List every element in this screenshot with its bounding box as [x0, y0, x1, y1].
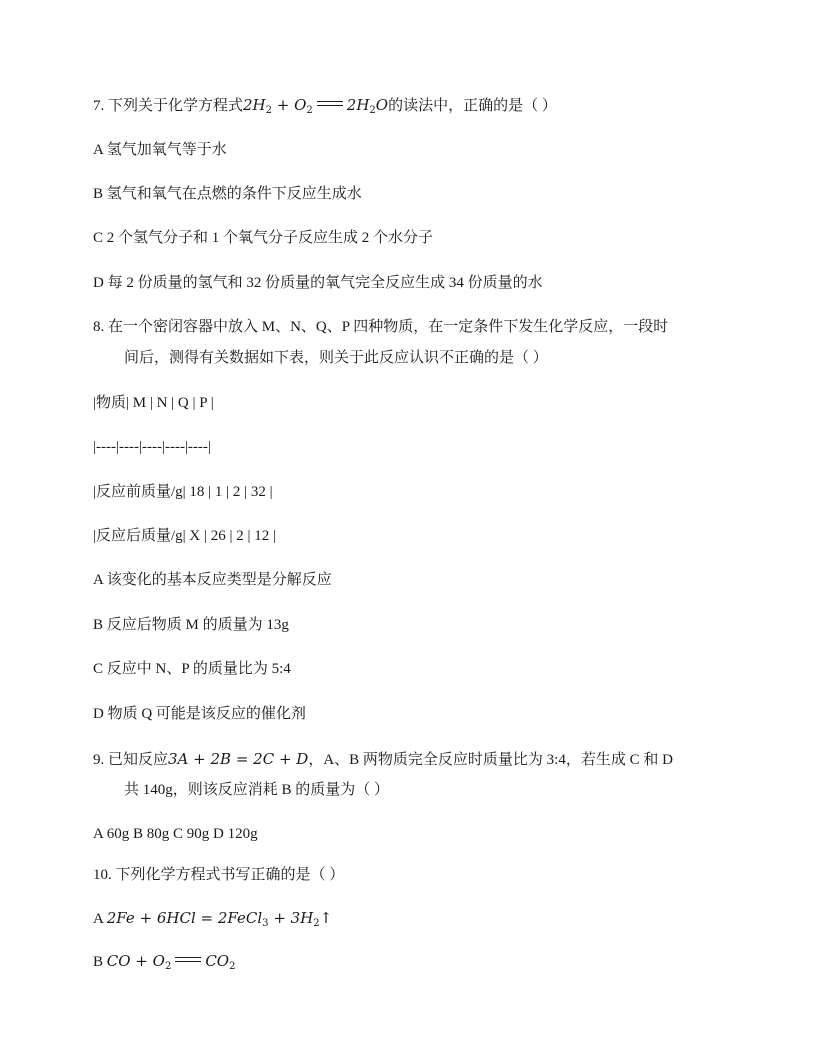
q9-stem-suffix: ，A、B 两物质完全反应时质量比为 3:4，若生成 C 和 D	[308, 752, 673, 768]
q10-option-b	[93, 951, 235, 977]
q10-option-a	[93, 908, 332, 934]
q9-options: A 60g B 80g C 90g D 120g	[93, 826, 258, 842]
q7-eq-lsub: 2	[265, 105, 273, 116]
q10-b-eq-sub1: 2	[164, 961, 172, 972]
q8-option-d: D 物质 Q 可能是该反应的催化剂	[93, 706, 306, 722]
q10-option-a-equation	[107, 909, 332, 927]
q7-eq-left: 2H	[243, 96, 266, 114]
q7-option-d: D 每 2 份质量的氢气和 32 份质量的氧气完全反应生成 34 份质量的水	[93, 275, 543, 291]
q9-stem-line2: 共 140g，则该反应消耗 B 的质量为（ ）	[124, 782, 390, 798]
q7-eq-condition-sign	[317, 101, 343, 106]
q10-a-eq-sub2: 2	[313, 918, 320, 929]
q9-equation: 3A + 2B = 2C + D	[168, 750, 309, 768]
q10-a-eq-part2: + 3H	[268, 909, 314, 927]
q10-stem: 10. 下列化学方程式书写正确的是（ ）	[93, 867, 345, 883]
q10-option-b-label: B	[93, 954, 107, 970]
q7-eq-rsub: 2	[369, 105, 376, 116]
q10-b-eq-sub2: 2	[229, 961, 236, 972]
q9-stem-line1	[93, 749, 673, 770]
q8-option-c: C 反应中 N、P 的质量比为 5:4	[93, 661, 291, 677]
q8-table-header: |物质| M | N | Q | P |	[93, 395, 214, 411]
q7-stem-suffix: 的读法中，正确的是（ ）	[388, 98, 557, 114]
q9-stem-prefix: 9. 已知反应	[93, 752, 169, 768]
q8-table-separator: |----|----|----|----|----|	[93, 439, 211, 455]
q8-table-row-after: |反应后质量/g| X | 26 | 2 | 12 |	[93, 528, 277, 544]
q10-option-b-equation	[107, 952, 236, 970]
q10-a-eq-sub1: 3	[262, 918, 269, 929]
q7-stem	[93, 95, 557, 121]
q7-stem-prefix: 7. 下列关于化学方程式	[93, 98, 244, 114]
q7-equation	[243, 96, 388, 114]
q10-option-a-label: A	[93, 911, 107, 927]
q10-b-eq-condition-sign	[175, 957, 201, 962]
q7-eq-rtail: O	[375, 96, 389, 114]
q10-b-eq-part1: CO + O	[106, 952, 165, 970]
q8-stem-line1: 8. 在一个密闭容器中放入 M、N、Q、P 四种物质，在一定条件下发生化学反应，一段时	[93, 319, 669, 335]
q7-option-b: B 氢气和氧气在点燃的条件下反应生成水	[93, 186, 362, 202]
q7-eq-right: 2H	[346, 96, 370, 114]
q10-a-eq-part1: 2Fe + 6HCl = 2FeCl	[106, 909, 263, 927]
q10-b-eq-part2: CO	[205, 952, 230, 970]
q10-a-eq-gas-arrow: ↑	[319, 909, 333, 927]
q7-eq-plus: + O	[272, 96, 307, 114]
q7-option-c: C 2 个氢气分子和 1 个氧气分子反应生成 2 个水分子	[93, 230, 434, 246]
q8-stem-line2: 间后，测得有关数据如下表，则关于此反应认识不正确的是（ ）	[124, 350, 548, 366]
q8-option-b: B 反应后物质 M 的质量为 13g	[93, 617, 289, 633]
q8-table-row-before: |反应前质量/g| 18 | 1 | 2 | 32 |	[93, 484, 273, 500]
q7-option-a: A 氢气加氧气等于水	[93, 142, 227, 158]
q8-option-a: A 该变化的基本反应类型是分解反应	[93, 572, 332, 588]
q7-eq-osub: 2	[306, 105, 313, 116]
